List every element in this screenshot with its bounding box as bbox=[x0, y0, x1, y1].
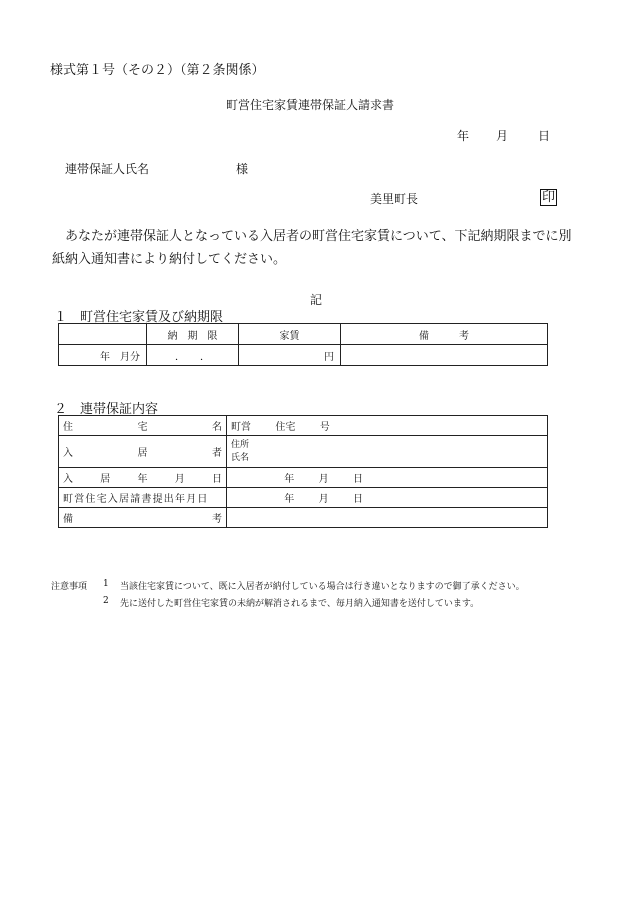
label-char: 入 bbox=[63, 448, 73, 459]
date-part: 日 bbox=[352, 494, 363, 505]
resident-label bbox=[59, 436, 227, 468]
section1-heading: １ 町営住宅家賃及び納期限 bbox=[54, 310, 224, 325]
table-row bbox=[59, 468, 548, 488]
date-month: 月 bbox=[496, 129, 509, 143]
header-remarks: 備 考 bbox=[341, 324, 548, 345]
value-part: 住宅 bbox=[275, 422, 296, 433]
value-part: 号 bbox=[319, 422, 330, 433]
table-row bbox=[59, 416, 548, 436]
label-char: 宅 bbox=[137, 422, 148, 433]
deadline-cell[interactable]: ． ． bbox=[147, 345, 239, 366]
table-row bbox=[59, 345, 548, 366]
form-number: 様式第１号（その２）（第２条関係） bbox=[50, 63, 265, 78]
document-title: 町営住宅家賃連帯保証人請求書 bbox=[226, 98, 395, 112]
header-deadline: 納 期 限 bbox=[147, 324, 239, 345]
header-blank bbox=[59, 324, 147, 345]
resident-value[interactable] bbox=[227, 436, 548, 468]
move-in-value[interactable] bbox=[227, 468, 548, 488]
label-char: 居 bbox=[100, 474, 111, 485]
name-label: 氏名 bbox=[231, 452, 250, 463]
section2-heading: ２ 連帯保証内容 bbox=[54, 402, 159, 417]
label-char: 日 bbox=[212, 474, 222, 485]
label-char: 年 bbox=[137, 474, 148, 485]
move-in-label bbox=[59, 468, 227, 488]
note-text: 先に送付した町営住宅家賃の未納が解消されるまで、毎月納入通知書を送付しています。 bbox=[120, 599, 480, 609]
remarks-cell[interactable] bbox=[341, 345, 548, 366]
label-char: 月 bbox=[174, 474, 185, 485]
date-year: 年 bbox=[457, 129, 470, 143]
body-line-2: 紙納入通知書により納付してください。 bbox=[52, 252, 287, 267]
honorific: 様 bbox=[236, 162, 249, 176]
date-part: 月 bbox=[318, 474, 329, 485]
label-char: 備 bbox=[63, 514, 73, 525]
notes-label: 注意事項 bbox=[51, 582, 88, 592]
ki-marker: 記 bbox=[310, 293, 323, 307]
date-part: 日 bbox=[352, 474, 363, 485]
table-header-row bbox=[59, 324, 548, 345]
date-part: 月 bbox=[318, 494, 329, 505]
rent-cell[interactable]: 円 bbox=[239, 345, 341, 366]
label-char: 考 bbox=[212, 514, 222, 525]
label-char: 名 bbox=[212, 422, 222, 433]
label-char: 居 bbox=[137, 448, 148, 459]
rent-deadline-table bbox=[58, 323, 548, 366]
note-number: 1 bbox=[103, 579, 109, 589]
body-line-1: あなたが連帯保証人となっている入居者の町営住宅家賃について、下記納期限までに別 bbox=[65, 229, 572, 244]
value-part: 町営 bbox=[231, 422, 251, 433]
note-text: 当該住宅家賃について、既に入居者が納付している場合は行き違いとなりますので御了承ください。 bbox=[120, 582, 525, 592]
date-part: 年 bbox=[284, 474, 295, 485]
remarks-label bbox=[59, 508, 227, 528]
label-char: 住 bbox=[63, 422, 73, 433]
label-char: 者 bbox=[212, 448, 222, 459]
housing-label bbox=[59, 416, 227, 436]
application-date-label: 町営住宅入居請書提出年月日 bbox=[59, 488, 227, 508]
guarantee-table bbox=[58, 415, 548, 528]
address-label: 住所 bbox=[231, 439, 250, 450]
issuer-name: 美里町長 bbox=[370, 192, 419, 206]
table-row bbox=[59, 508, 548, 528]
application-date-value[interactable] bbox=[227, 488, 548, 508]
header-rent: 家賃 bbox=[239, 324, 341, 345]
table-row bbox=[59, 436, 548, 468]
remarks-value[interactable] bbox=[227, 508, 548, 528]
seal-mark: 印 bbox=[542, 190, 556, 205]
date-part: 年 bbox=[284, 494, 295, 505]
table-row bbox=[59, 488, 548, 508]
housing-value[interactable] bbox=[227, 416, 548, 436]
date-day: 日 bbox=[538, 129, 551, 143]
label-char: 入 bbox=[63, 474, 73, 485]
guarantor-name-label: 連帯保証人氏名 bbox=[65, 162, 150, 176]
period-cell[interactable]: 年 月分 bbox=[59, 345, 147, 366]
note-number: 2 bbox=[103, 596, 109, 606]
